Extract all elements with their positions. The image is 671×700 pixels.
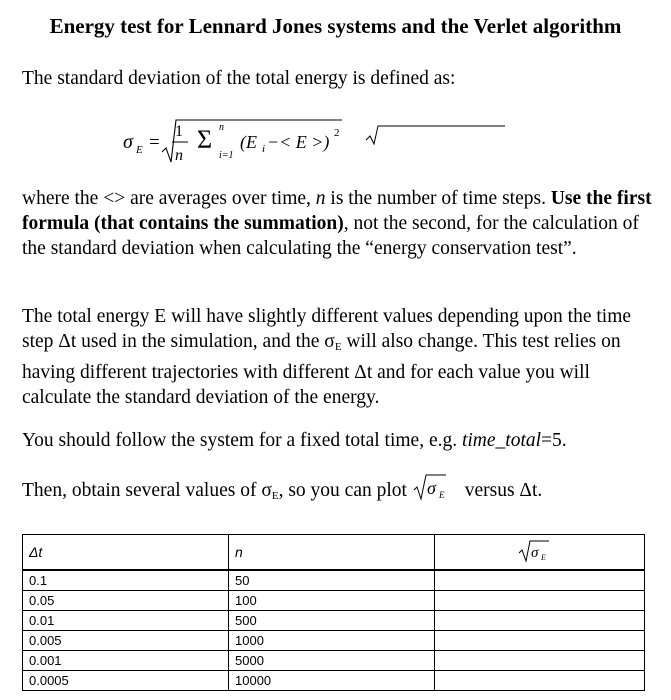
svg-text:σ: σ (426, 478, 436, 498)
formula-sum-upper: n (219, 122, 224, 133)
cell-dt: 0.001 (23, 651, 229, 671)
formula-body-rest: −< E >) (267, 132, 330, 152)
cell-dt: 0.01 (23, 611, 229, 631)
formula-one: 1 (175, 123, 183, 140)
cell-n: 500 (229, 611, 435, 631)
sigma-symbol: σ (324, 331, 335, 352)
formula-sigma: σ (123, 131, 133, 153)
formula-body: (E (240, 132, 257, 152)
table-row (23, 570, 645, 591)
svg-text:E: E (438, 490, 445, 500)
header-n: n (229, 535, 435, 571)
formula-sum-lower: i=1 (219, 150, 234, 161)
cell-value (435, 611, 645, 631)
sqrt-sigma-e-icon (517, 538, 563, 564)
formula-summation: Σ (197, 125, 213, 154)
paragraph-definition: where the <> are averages over time, n is the number of time steps. Use the first formula (that contains the summation), not the second, for the calculation of the standard deviation when calculating the “energy conservation test”. (22, 188, 652, 259)
cell-n: 10000 (229, 671, 435, 691)
table-row (23, 671, 645, 691)
formula-body-sub: i (262, 143, 266, 155)
intro-text: The standard deviation of the total energy is defined as: (22, 68, 456, 89)
table-header-row (23, 535, 645, 571)
formula-squared: 2 (334, 127, 340, 139)
cell-dt: 0.005 (23, 631, 229, 651)
cell-n: 1000 (229, 631, 435, 651)
std-dev-formula (0, 112, 560, 172)
table-row (23, 611, 645, 631)
paragraph-total-time: You should follow the system for a fixed total time, e.g. time_total=5. (22, 430, 567, 451)
svg-text:σ: σ (530, 544, 538, 561)
emphasis-first-formula: Use the first formula (that contains the summation) (22, 188, 652, 234)
cell-value (435, 671, 645, 691)
table-row (23, 591, 645, 611)
paragraph-time-step: The total energy E will have slightly different values depending upon the time step Δt used in the simulation, and the $\sigma_E$ will also change. This test relies on having different trajectories with different Δt and for each value you will calculate the standard deviation of the energy. (22, 306, 632, 408)
formula-sigma-sub: E (136, 144, 143, 156)
cell-value (435, 570, 645, 591)
cell-dt: 0.0005 (23, 671, 229, 691)
formula-n-denominator: n (175, 147, 183, 164)
header-delta-t: Δt (23, 535, 229, 571)
document-title: Energy test for Lennard Jones systems and the Verlet algorithm (49, 14, 622, 38)
results-table (22, 534, 645, 691)
paragraph-plot-instruction: Then, obtain several values of $\sigma_E$, so you can plot σ E versus Δt. (22, 472, 654, 509)
cell-value (435, 591, 645, 611)
table-row (23, 631, 645, 651)
cell-n: 100 (229, 591, 435, 611)
cell-dt: 0.1 (23, 570, 229, 591)
empty-radical (366, 126, 505, 144)
cell-n: 50 (229, 570, 435, 591)
cell-n: 5000 (229, 651, 435, 671)
cell-value (435, 631, 645, 651)
formula-equals: = (149, 132, 160, 153)
cell-dt: 0.05 (23, 591, 229, 611)
sqrt-sigma-e-symbol (412, 472, 460, 502)
header-sqrt-sigma-e (435, 535, 645, 571)
cell-value (435, 651, 645, 671)
table-row (23, 651, 645, 671)
svg-text:E: E (540, 552, 546, 562)
sigma-symbol: σ (261, 480, 272, 501)
